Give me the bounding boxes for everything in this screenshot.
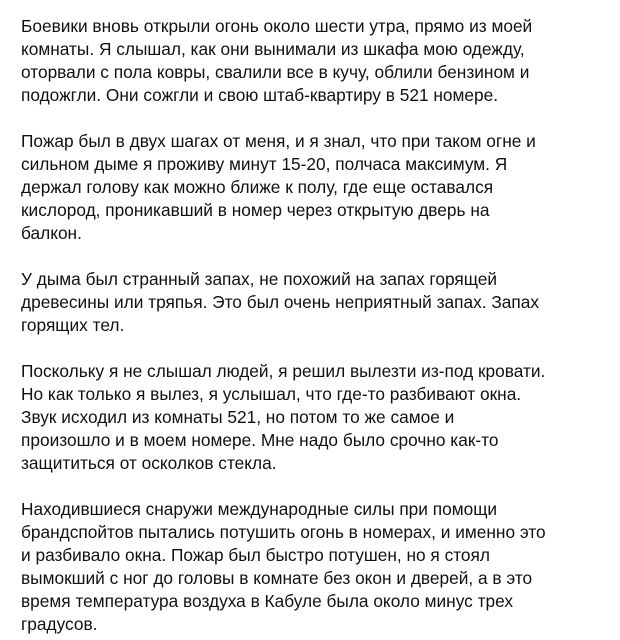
- text-line: Поскольку я не слышал людей, я решил вылезти из-под кровати.: [21, 361, 546, 381]
- text-line: У дыма был странный запах, не похожий на запах горящей: [21, 269, 498, 289]
- text-line: Но как только я вылез, я услышал, что где-то разбивают окна.: [21, 384, 522, 404]
- text-line: древесины или тряпья. Это был очень неприятный запах. Запах: [21, 292, 539, 312]
- text-line: защититься от осколков стекла.: [21, 453, 277, 473]
- text-line: Находившиеся снаружи международные силы при помощи: [21, 499, 498, 519]
- paragraph-3: [21, 268, 620, 337]
- text-line: держал голову как можно ближе к полу, где еще оставался: [21, 177, 494, 197]
- text-line: брандспойтов пытались потушить огонь в номерах, и именно это: [21, 522, 546, 542]
- paragraph-4: [21, 360, 620, 475]
- text-line: произошло и в моем номере. Мне надо было срочно как-то: [21, 430, 499, 450]
- text-line: сильном дыме я проживу минут 15-20, полчаса максимум. Я: [21, 154, 508, 174]
- text-line: и разбивало окна. Пожар был быстро потушен, но я стоял: [21, 545, 490, 565]
- text-line: подожгли. Они сожгли и свою штаб-квартиру в 521 номере.: [21, 85, 499, 105]
- text-line: вымокший с ног до головы в комнате без окон и дверей, а в это: [21, 568, 533, 588]
- text-line: оторвали с пола ковры, свалили все в кучу, облили бензином и: [21, 62, 530, 82]
- text-line: Боевики вновь открыли огонь около шести утра, прямо из моей: [21, 16, 533, 36]
- text-line: время температура воздуха в Кабуле была около минус трех: [21, 591, 513, 611]
- paragraph-1: [21, 15, 620, 107]
- text-line: горящих тел.: [21, 315, 125, 335]
- text-line: Звук исходил из комнаты 521, но потом то же самое и: [21, 407, 455, 427]
- text-line: градусов.: [21, 614, 98, 634]
- paragraph-5: [21, 498, 620, 636]
- paragraph-2: [21, 130, 620, 245]
- text-line: комнаты. Я слышал, как они вынимали из шкафа мою одежду,: [21, 39, 525, 59]
- text-line: балкон.: [21, 223, 82, 243]
- text-line: кислород, проникавший в номер через открытую дверь на: [21, 200, 490, 220]
- text-line: Пожар был в двух шагах от меня, и я знал, что при таком огне и: [21, 131, 536, 151]
